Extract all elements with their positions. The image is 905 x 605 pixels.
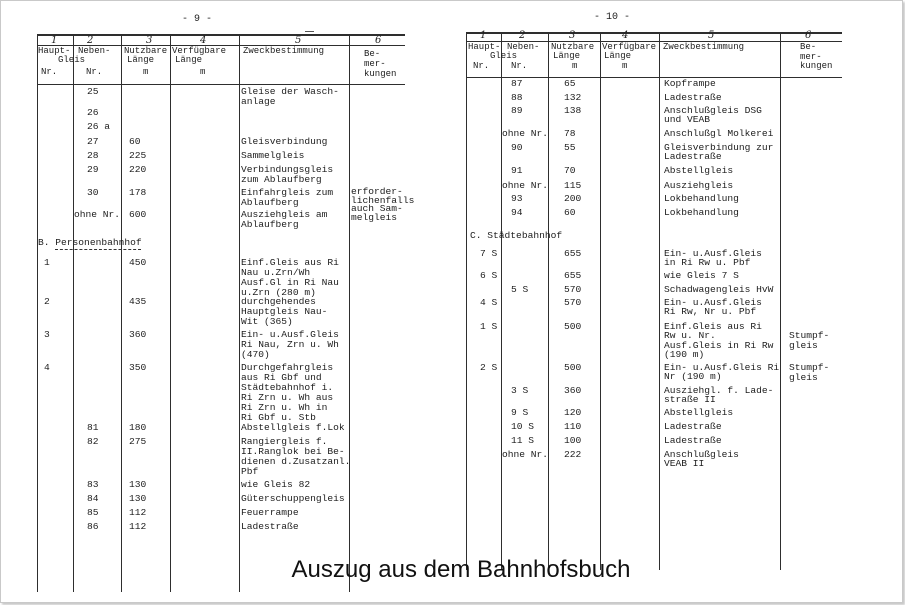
neben-gleis-nr: 86	[87, 521, 99, 532]
section-title: B. Personenbahnhof	[38, 237, 142, 248]
nutzbare-laenge: 112	[129, 507, 147, 518]
header-neben-nr: Nr.	[511, 61, 528, 71]
table-rule-v	[600, 32, 601, 570]
header-zweckbestimmung: Zweckbestimmung	[243, 46, 325, 56]
haupt-gleis-nr: 1	[44, 257, 50, 268]
zweckbestimmung-line: aus Ri Gbf und	[241, 372, 322, 383]
neben-gleis-nr: 83	[87, 479, 99, 490]
neben-gleis-nr: 94	[511, 207, 523, 218]
haupt-gleis-nr: 7 S	[480, 248, 498, 259]
zweckbestimmung-line: Abstellgleis	[664, 407, 734, 418]
zweckbestimmung-line: Schadwagengleis HvW	[664, 284, 774, 295]
zweckbestimmung-line: Ausf.Gl in Ri Nau	[241, 277, 339, 288]
zweckbestimmung-line: Sammelgleis	[241, 150, 305, 161]
bemerkungen-line: Stumpf-	[789, 362, 830, 373]
nutzbare-laenge: 600	[129, 209, 147, 220]
column-number: 6	[805, 30, 812, 41]
zweckbestimmung-line: wie Gleis 82	[241, 479, 311, 490]
zweckbestimmung-line: Einf.Gleis aus Ri	[664, 321, 762, 332]
zweckbestimmung	[664, 450, 739, 469]
table-rule-v	[780, 32, 781, 570]
header-haupt-nr: Nr.	[41, 67, 58, 77]
neben-gleis-nr: 93	[511, 193, 523, 204]
zweckbestimmung-line: Anschlußgleis	[664, 449, 739, 460]
neben-gleis-nr: 11 S	[511, 435, 535, 446]
zweckbestimmung-line: Rangiergleis f.	[241, 436, 328, 447]
column-number: 2	[87, 35, 94, 46]
column-number: 1	[480, 30, 487, 41]
zweckbestimmung-line: Ri Rw, Nr u. Pbf	[664, 306, 757, 318]
header-gleis: Gleis	[58, 55, 86, 65]
column-number: 4	[622, 30, 629, 41]
zweckbestimmung-line: Ablaufberg	[241, 219, 299, 230]
nutzbare-laenge: 100	[564, 435, 582, 446]
neben-gleis-nr: 30	[87, 187, 99, 198]
header-bemerkungen: kungen	[800, 61, 833, 71]
header-neben: Neben-	[78, 46, 111, 56]
zweckbestimmung-line: Ablaufberg	[241, 197, 299, 208]
zweckbestimmung	[664, 93, 722, 102]
bemerkungen-line: melgleis	[351, 211, 398, 223]
zweckbestimmung-line: Verbindungsgleis	[241, 164, 334, 175]
neben-gleis-nr: ohne Nr.	[502, 449, 549, 460]
nutzbare-laenge: 450	[129, 257, 147, 268]
nutzbare-laenge: 350	[129, 362, 147, 373]
column-number: 5	[295, 35, 302, 46]
neben-gleis-nr: 26 a	[87, 121, 111, 132]
nutzbare-laenge: 180	[129, 422, 147, 433]
zweckbestimmung-line: Ein- u.Ausf.Gleis	[664, 297, 762, 308]
nutzbare-laenge: 500	[564, 362, 582, 373]
zweckbestimmung	[664, 106, 762, 125]
neben-gleis-nr: 27	[87, 136, 99, 147]
bemerkungen-line: Stumpf-	[789, 330, 830, 342]
neben-gleis-nr: 91	[511, 165, 523, 176]
header-haupt: Haupt-	[38, 46, 71, 56]
neben-gleis-nr: 5 S	[511, 284, 529, 295]
zweckbestimmung-line: durchgehendes	[241, 296, 316, 307]
nutzbare-laenge: 55	[564, 142, 576, 153]
haupt-gleis-nr: 2 S	[480, 362, 498, 373]
zweckbestimmung-line: in Ri Rw u. Pbf	[664, 257, 751, 269]
nutzbare-laenge: 360	[129, 329, 147, 340]
zweckbestimmung-line: (190 m)	[664, 348, 705, 360]
zweckbestimmung	[664, 166, 733, 175]
neben-gleis-nr: 9 S	[511, 407, 529, 418]
zweckbestimmung-line: Ladestraße	[664, 435, 722, 446]
zweckbestimmung-line: Anschlußgleis DSG	[664, 105, 762, 116]
zweckbestimmung-line: VEAB II	[664, 458, 705, 470]
header-verfuegbare: Verfügbare	[172, 46, 227, 56]
zweckbestimmung	[664, 249, 762, 268]
bemerkungen-line: auch Sam-	[351, 203, 403, 214]
nutzbare-laenge: 132	[564, 92, 582, 103]
neben-gleis-nr: 26	[87, 107, 99, 118]
nutzbare-laenge: 500	[564, 321, 582, 332]
nutzbare-laenge: 360	[564, 385, 582, 396]
zweckbestimmung-line: u.Zrn (280 m)	[241, 287, 316, 298]
header-nutzbare: Nutzbare	[551, 42, 595, 52]
header-verfuegbare-unit: m	[200, 67, 206, 77]
zweckbestimmung-line: Ri Zrn u. Wh in	[241, 402, 328, 413]
neben-gleis-nr: 10 S	[511, 421, 535, 432]
section-title: C. Städtebahnhof	[470, 230, 563, 241]
neben-gleis-nr: 84	[87, 493, 99, 504]
nutzbare-laenge: 110	[564, 421, 582, 432]
column-number: 4	[200, 35, 207, 46]
nutzbare-laenge: 655	[564, 270, 582, 281]
zweckbestimmung-line: Ri Gbf u. Stb	[241, 412, 316, 423]
nutzbare-laenge: 225	[129, 150, 147, 161]
header-neben: Neben-	[507, 42, 540, 52]
nutzbare-laenge: 138	[564, 105, 582, 116]
zweckbestimmung-line: Ladestraße	[664, 92, 722, 103]
bemerkungen	[789, 363, 829, 382]
zweckbestimmung-line: zum Ablaufberg	[241, 174, 322, 185]
header-zweckbestimmung: Zweckbestimmung	[663, 42, 745, 52]
zweckbestimmung-line: dienen d.Zusatzanl.	[241, 456, 351, 467]
bemerkungen	[789, 331, 829, 350]
nutzbare-laenge: 570	[564, 297, 582, 308]
zweckbestimmung	[664, 129, 773, 138]
zweckbestimmung-line: Ausziehgleis am	[241, 209, 328, 220]
haupt-gleis-nr: 4 S	[480, 297, 498, 308]
header-nutzbare-unit: m	[572, 61, 578, 71]
zweckbestimmung-line: Gleisverbindung	[241, 136, 328, 147]
nutzbare-laenge: 70	[564, 165, 576, 176]
column-number: 1	[51, 35, 58, 46]
zweckbestimmung-line: Abstellgleis f.Lok	[241, 422, 345, 433]
nutzbare-laenge: 60	[129, 136, 141, 147]
header-neben-nr: Nr.	[86, 67, 103, 77]
header-verfuegbare-unit: m	[622, 61, 628, 71]
zweckbestimmung	[664, 386, 773, 405]
nutzbare-laenge: 130	[129, 493, 147, 504]
page-number: - 9 -	[182, 14, 213, 25]
nutzbare-laenge: 120	[564, 407, 582, 418]
zweckbestimmung	[664, 271, 739, 280]
column-number: 2	[519, 30, 526, 41]
table-rule-v	[501, 32, 502, 570]
neben-gleis-nr: 3 S	[511, 385, 529, 396]
table-rule-v	[548, 32, 549, 570]
zweckbestimmung-line: Hauptgleis Nau-	[241, 306, 328, 317]
header-nutzbare-laenge: Länge	[127, 55, 155, 65]
zweckbestimmung-line: Einfahrgleis zum	[241, 187, 334, 198]
page-number: - 10 -	[594, 12, 631, 23]
zweckbestimmung-line: Ri Zrn u. Wh aus	[241, 392, 334, 403]
zweckbestimmung-line: Ein- u.Ausf.Gleis Ri	[664, 362, 780, 373]
column-number: 3	[146, 35, 153, 46]
zweckbestimmung-line: wie Gleis 7 S	[664, 270, 739, 281]
zweckbestimmung-line: Gleise der Wasch-	[241, 86, 339, 97]
nutzbare-laenge: 178	[129, 187, 147, 198]
zweckbestimmung-line: Ausf.Gleis in Ri Rw	[664, 339, 774, 351]
neben-gleis-nr: 29	[87, 164, 99, 175]
header-verfuegbare-laenge: Länge	[175, 55, 203, 65]
zweckbestimmung-line: Gleisverbindung zur	[664, 142, 774, 153]
zweckbestimmung	[664, 363, 779, 382]
neben-gleis-nr: 87	[511, 78, 523, 89]
haupt-gleis-nr: 4	[44, 362, 50, 373]
neben-gleis-nr: 89	[511, 105, 523, 116]
zweckbestimmung-line: Ladestraße	[664, 151, 722, 163]
bemerkungen-line: gleis	[789, 339, 818, 351]
neben-gleis-nr: 81	[87, 422, 99, 433]
nutzbare-laenge: 115	[564, 180, 582, 191]
haupt-gleis-nr: 1 S	[480, 321, 498, 332]
neben-gleis-nr: 90	[511, 142, 523, 153]
zweckbestimmung	[664, 408, 733, 417]
header-verfuegbare: Verfügbare	[602, 42, 657, 52]
haupt-gleis-nr: 2	[44, 296, 50, 307]
zweckbestimmung-line: Anschlußgl Molkerei	[664, 128, 774, 139]
header-haupt-nr: Nr.	[473, 61, 490, 71]
zweckbestimmung	[664, 79, 716, 88]
nutzbare-laenge: 222	[564, 449, 582, 460]
zweckbestimmung-line: Rw u. Nr.	[664, 330, 716, 342]
zweckbestimmung-line: Ein- u.Ausf.Gleis	[241, 329, 339, 340]
zweckbestimmung-line: straße II	[664, 394, 716, 406]
zweckbestimmung-line: Ein- u.Ausf.Gleis	[664, 248, 762, 259]
haupt-gleis-nr: 3	[44, 329, 50, 340]
zweckbestimmung	[664, 422, 722, 431]
zweckbestimmung	[664, 285, 773, 294]
table-rule-v	[466, 32, 467, 570]
header-bemerkungen: mer-	[364, 59, 386, 69]
header-nutzbare-laenge: Länge	[553, 51, 581, 61]
zweckbestimmung-line: Feuerrampe	[241, 507, 299, 518]
zweckbestimmung-line: Durchgefahrgleis	[241, 362, 334, 373]
zweckbestimmung-line: (470)	[241, 349, 270, 360]
neben-gleis-nr: 88	[511, 92, 523, 103]
nutzbare-laenge: 655	[564, 248, 582, 259]
nutzbare-laenge: 275	[129, 436, 147, 447]
zweckbestimmung-line: Ri Nau, Zrn u. Wh	[241, 339, 339, 350]
table-rule-v	[659, 32, 660, 570]
nutzbare-laenge: 435	[129, 296, 147, 307]
zweckbestimmung-line: Ausziehgl. f. Lade-	[664, 385, 774, 396]
column-number: 6	[375, 35, 382, 46]
zweckbestimmung-line: Güterschuppengleis	[241, 493, 345, 504]
column-number: 5	[708, 30, 715, 41]
zweckbestimmung-line: Lokbehandlung	[664, 207, 739, 218]
zweckbestimmung-line: und VEAB	[664, 114, 711, 126]
header-bemerkungen: Be-	[364, 49, 381, 59]
zweckbestimmung-line: Wit (365)	[241, 316, 293, 327]
header-nutzbare-unit: m	[143, 67, 149, 77]
zweckbestimmung-line: Nau u.Zrn/Wh	[241, 267, 311, 278]
header-nutzbare: Nutzbare	[124, 46, 168, 56]
nutzbare-laenge: 200	[564, 193, 582, 204]
nutzbare-laenge: 220	[129, 164, 147, 175]
haupt-gleis-nr: 6 S	[480, 270, 498, 281]
nutzbare-laenge: 60	[564, 207, 576, 218]
column-number: 3	[569, 30, 576, 41]
neben-gleis-nr: ohne Nr.	[502, 128, 549, 139]
nutzbare-laenge: 65	[564, 78, 576, 89]
nutzbare-laenge: 570	[564, 284, 582, 295]
header-bemerkungen: mer-	[800, 52, 822, 62]
zweckbestimmung	[664, 194, 739, 203]
zweckbestimmung-line: Abstellgleis	[664, 165, 734, 176]
zweckbestimmung-line: Ladestraße	[241, 521, 299, 532]
bemerkungen-line: gleis	[789, 371, 818, 383]
nutzbare-laenge: 130	[129, 479, 147, 490]
image-caption: Auszug aus dem Bahnhofsbuch	[291, 556, 631, 583]
zweckbestimmung-line: Lokbehandlung	[664, 193, 739, 204]
neben-gleis-nr: ohne Nr.	[502, 180, 549, 191]
header-haupt: Haupt-	[468, 42, 501, 52]
zweckbestimmung-line: Ladestraße	[664, 421, 722, 432]
header-bemerkungen: kungen	[364, 69, 397, 79]
nutzbare-laenge: 78	[564, 128, 576, 139]
neben-gleis-nr: 28	[87, 150, 99, 161]
nutzbare-laenge: 112	[129, 521, 147, 532]
bemerkungen-line: erforder-	[351, 186, 403, 197]
zweckbestimmung-line: anlage	[241, 96, 276, 107]
zweckbestimmung-line: Pbf	[241, 466, 259, 477]
zweckbestimmung-line: Einf.Gleis aus Ri	[241, 257, 339, 268]
neben-gleis-nr: 25	[87, 86, 99, 97]
zweckbestimmung-line: Ausziehgleis	[664, 180, 734, 191]
zweckbestimmung-line: Kopframpe	[664, 78, 716, 89]
zweckbestimmung-line: II.Ranglok bei Be-	[241, 446, 345, 457]
header-verfuegbare-laenge: Länge	[604, 51, 632, 61]
zweckbestimmung	[664, 436, 722, 445]
zweckbestimmung	[664, 208, 739, 217]
header-gleis: Gleis	[490, 51, 518, 61]
neben-gleis-nr: 82	[87, 436, 99, 447]
header-bemerkungen: Be-	[800, 42, 817, 52]
bemerkungen-line: lichenfalls	[351, 194, 415, 206]
zweckbestimmung	[664, 322, 773, 359]
zweckbestimmung-line: Städtebahnhof i.	[241, 382, 334, 393]
zweckbestimmung	[664, 181, 733, 190]
zweckbestimmung	[664, 298, 762, 317]
zweckbestimmung-line: Nr (190 m)	[664, 371, 722, 383]
neben-gleis-nr: ohne Nr.	[74, 209, 121, 220]
neben-gleis-nr: 85	[87, 507, 99, 518]
zweckbestimmung	[664, 143, 773, 162]
